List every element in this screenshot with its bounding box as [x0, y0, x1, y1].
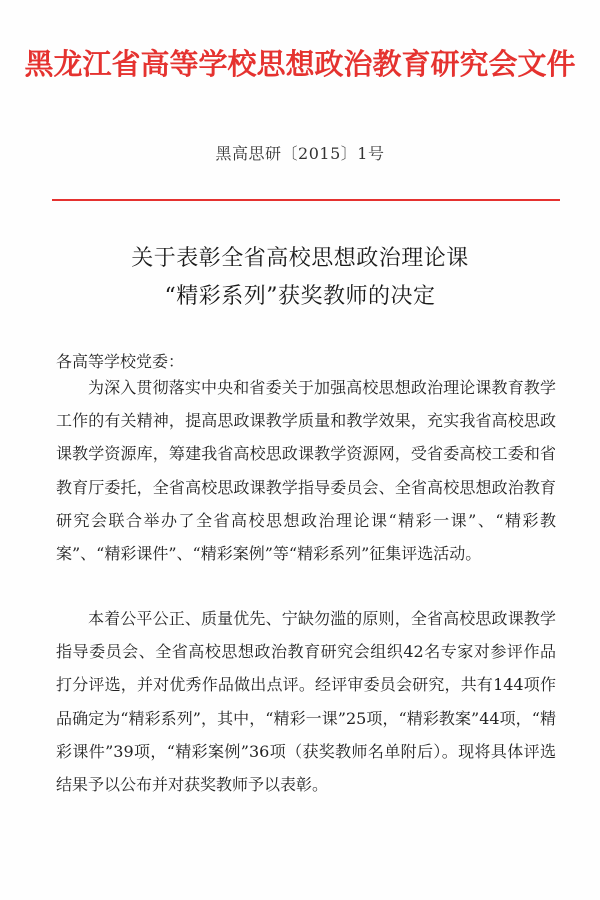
header-divider-line [52, 199, 560, 201]
document-title-line-2: “精彩系列”获奖教师的决定 [164, 284, 436, 309]
body-paragraph-1: 为深入贯彻落实中央和省委关于加强高校思想政治理论课教育教学工作的有关精神，提高思政课教学质量和教学效果，充实我省高校思政课教学资源库，筹建我省高校思政课教学资源网，受省委高校工委和省教育厅委托，全省高校思政课教学指导委员会、全省高校思想政治教育研究会联合举办了全省高校思想政治理论课“精彩一课”、“精彩教案”、“精彩课件”、“精彩案例”等“精彩系列”征集评选活动。 [56, 378, 556, 564]
document-title-line-1: 关于表彰全省高校思想政治理论课 [131, 246, 469, 271]
salutation: 各高等学校党委： [56, 352, 185, 371]
document-number: 黑高思研〔2015〕1号 [215, 144, 385, 163]
body-paragraph-2: 本着公平公正、质量优先、宁缺勿滥的原则，全省高校思政课教学指导委员会、全省高校思想政治教育研究会组织42名专家对参评作品打分评选，并对优秀作品做出点评。经评审委员会研究，共有144项作品确定为“精彩系列”，其中，“精彩一课”25项，“精彩教案”44项，“精彩课件”39项，“精彩案例”36项（获奖教师名单附后）。现将具体评选结果予以公布并对获奖教师予以表彰。 [56, 609, 556, 795]
organization-header-title: 黑龙江省高等学校思想政治教育研究会文件 [24, 47, 576, 81]
